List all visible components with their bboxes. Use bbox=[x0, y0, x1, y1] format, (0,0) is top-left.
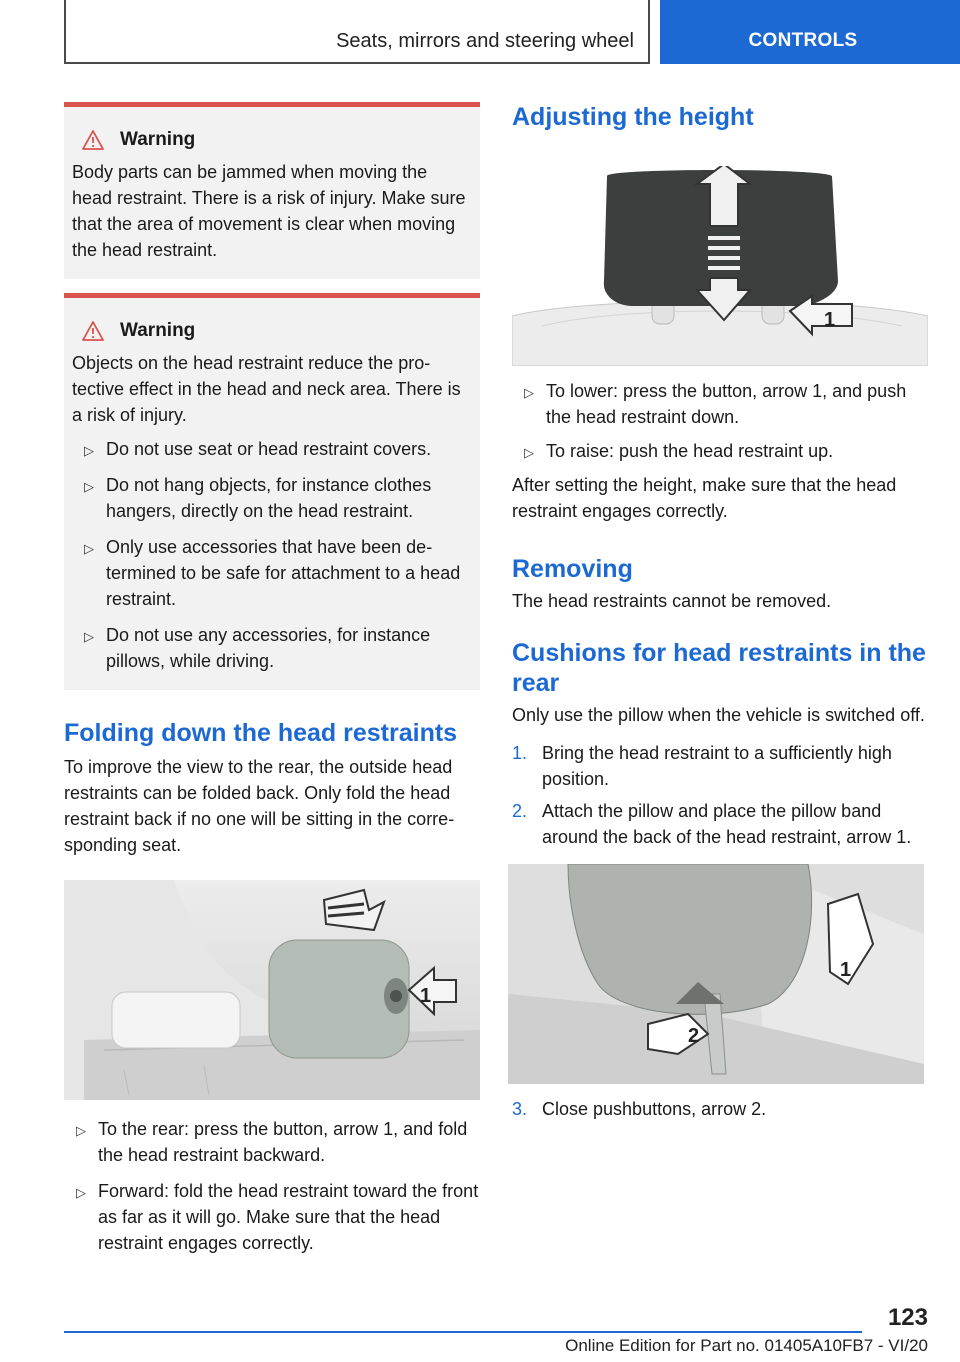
height-after-text: After setting the height, make sure that the head restraint engages correctly. bbox=[512, 475, 897, 521]
folding-section bbox=[64, 718, 480, 858]
step-item bbox=[512, 740, 928, 792]
section-heading: Adjusting the height bbox=[512, 103, 754, 131]
list-item-text: Only use accessories that have been determined to be safe for attachment to a head restraint. bbox=[106, 537, 461, 609]
fold-list bbox=[64, 1116, 480, 1256]
list-item-text: Forward: fold the head restraint toward the front as far as it will go. Make sure that the head restraint engages correctly. bbox=[98, 1181, 479, 1253]
warning-box-2 bbox=[64, 293, 480, 690]
list-item bbox=[72, 534, 472, 612]
section-heading: Removing bbox=[512, 555, 633, 583]
section-text: The head restraints cannot be removed. bbox=[512, 591, 832, 611]
head-restraint-height-image bbox=[512, 166, 928, 366]
warning-title-text: Warning bbox=[120, 129, 196, 150]
list-item bbox=[72, 436, 472, 462]
list-item-text: To the rear: press the button, arrow 1, and fold the head restraint backward. bbox=[98, 1119, 468, 1165]
head-restraint-fold-image bbox=[64, 880, 480, 1100]
list-item-text: Do not use seat or head restraint covers. bbox=[106, 439, 432, 459]
height-list bbox=[512, 378, 928, 464]
height-illustration bbox=[512, 166, 928, 366]
figure-callout: 2 bbox=[688, 1025, 700, 1047]
bullet-marker-icon: ▷ bbox=[84, 443, 94, 458]
list-item bbox=[64, 1116, 480, 1168]
warning-triangle-icon bbox=[82, 321, 104, 341]
step-number: 2. bbox=[512, 801, 528, 821]
bullet-marker-icon: ▷ bbox=[76, 1123, 86, 1138]
left-column bbox=[64, 102, 480, 1256]
warning-text: Body parts can be jammed when moving the head restraint. There is a risk of injury. Make sure that the area of movement is clear when moving the head restraint. bbox=[72, 162, 466, 260]
bullet-marker-icon: ▷ bbox=[84, 629, 94, 644]
bullet-marker-icon: ▷ bbox=[84, 541, 94, 556]
list-item bbox=[512, 378, 928, 430]
warning-title bbox=[72, 129, 472, 151]
list-item bbox=[72, 622, 472, 674]
warning-box-1 bbox=[64, 102, 480, 279]
figure-callout: 1 bbox=[840, 959, 852, 981]
step-text: Close pushbuttons, arrow 2. bbox=[542, 1099, 767, 1119]
list-item bbox=[64, 1178, 480, 1256]
bullet-marker-icon: ▷ bbox=[524, 445, 534, 460]
warning-list bbox=[72, 436, 472, 674]
cushion-illustration bbox=[508, 864, 924, 1084]
warning-triangle-icon bbox=[82, 130, 104, 150]
footer-divider bbox=[64, 1331, 862, 1333]
step-text: Bring the head restraint to a sufficiently high position. bbox=[542, 743, 892, 789]
list-item bbox=[512, 438, 928, 464]
chapter-label: CONTROLS bbox=[748, 30, 858, 51]
section-heading: Cushions for head restraints in the rear bbox=[512, 639, 926, 697]
list-item-text: To lower: press the button, arrow 1, and push the head restraint down. bbox=[546, 381, 907, 427]
list-item bbox=[72, 472, 472, 524]
section-text: Only use the pillow when the vehicle is switched off. bbox=[512, 705, 925, 725]
list-item-text: Do not hang objects, for instance clothes hangers, directly on the head restraint. bbox=[106, 475, 432, 521]
step-number: 3. bbox=[512, 1099, 528, 1119]
list-item-text: Do not use any accessories, for instance pillows, while driving. bbox=[106, 625, 431, 671]
bullet-marker-icon: ▷ bbox=[524, 385, 534, 400]
step-number: 1. bbox=[512, 743, 528, 763]
bullet-marker-icon: ▷ bbox=[76, 1185, 86, 1200]
warning-title-text: Warning bbox=[120, 320, 196, 341]
page-number: 123 bbox=[887, 1304, 928, 1331]
right-column bbox=[512, 102, 928, 1128]
section-heading: Folding down the head restraints bbox=[64, 719, 458, 747]
step-text: Attach the pillow and place the pillow band around the back of the head restraint, arrow 1. bbox=[542, 801, 912, 847]
header-frame bbox=[64, 0, 650, 64]
list-item-text: To raise: push the head restraint up. bbox=[546, 441, 834, 461]
figure-callout: 1 bbox=[824, 309, 836, 331]
step-item bbox=[512, 798, 928, 850]
steps-list-continued bbox=[512, 1096, 928, 1122]
section-text: To improve the view to the rear, the outside head restraints can be folded back. Only fold the head restraint back if no one will be sitting in the corresponding seat. bbox=[64, 757, 455, 855]
warning-title bbox=[72, 320, 472, 342]
fold-illustration bbox=[64, 880, 480, 1100]
steps-list bbox=[512, 740, 928, 850]
chapter-tab bbox=[660, 0, 960, 64]
figure-callout: 1 bbox=[420, 985, 432, 1007]
section-title: Seats, mirrors and steering wheel bbox=[336, 30, 634, 52]
step-item bbox=[512, 1096, 928, 1122]
bullet-marker-icon: ▷ bbox=[84, 479, 94, 494]
footer-edition: Online Edition for Part no. 01405A10FB7 - VI/20 bbox=[565, 1336, 928, 1355]
warning-text: Objects on the head restraint reduce the protective effect in the head and neck area. There is a risk of injury. bbox=[72, 353, 461, 425]
cushion-image bbox=[508, 864, 924, 1084]
